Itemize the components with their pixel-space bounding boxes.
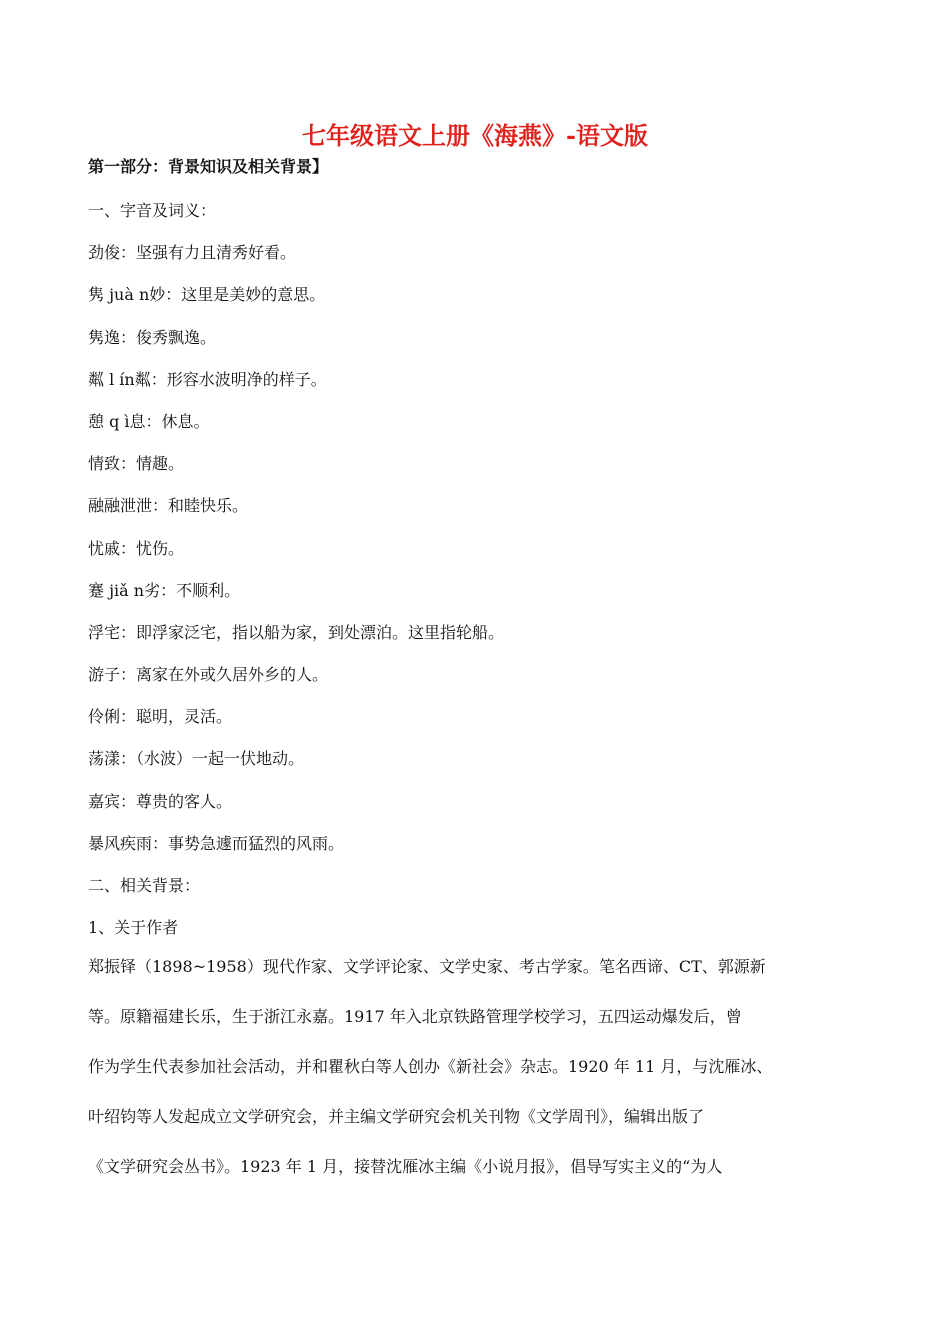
text-line: 二、相关背景：	[88, 876, 201, 895]
text-line: 1、关于作者	[88, 918, 179, 938]
text-line: 浮宅：即浮家泛宅，指以船为家，到处漂泊。这里指轮船。	[88, 622, 505, 642]
text-line: 隽 juà n妙：这里是美妙的意思。	[88, 285, 326, 305]
section-heading: 第一部分：背景知识及相关背景】	[88, 157, 329, 176]
text-line: 粼 l ín粼：形容水波明净的样子。	[88, 369, 327, 389]
paragraph-line: 等。原籍福建长乐，生于浙江永嘉。1917 年入北京铁路管理学校学习，五四运动爆发后，曾	[88, 1007, 742, 1026]
author-paragraph	[88, 952, 878, 1202]
paragraph-line: 郑振铎（1898~1958）现代作家、文学评论家、文学史家、考古学家。笔名西谛、CT、郭源新	[88, 957, 766, 976]
paragraph-line: 作为学生代表参加社会活动，并和瞿秋白等人创办《新社会》杂志。1920 年 11 月，与沈雁冰、	[88, 1057, 773, 1076]
text-line: 游子：离家在外或久居外乡的人。	[88, 665, 329, 685]
text-line: 蹇 jiǎ n劣：不顺利。	[88, 580, 241, 600]
text-line: 忧戚：忧伤。	[88, 538, 185, 558]
text-line: 荡漾：（水波）一起一伏地动。	[88, 749, 305, 769]
text-line: 劲俊：坚强有力且清秀好看。	[88, 243, 297, 263]
text-line: 憩 q ì息：休息。	[88, 411, 210, 431]
document-title: 七年级语文上册《海燕》-语文版	[302, 121, 648, 150]
text-line: 融融泄泄：和睦快乐。	[88, 496, 249, 516]
text-line: 隽逸：俊秀飘逸。	[88, 327, 217, 347]
vocabulary-list	[88, 196, 878, 955]
paragraph-line: 《文学研究会丛书》。1923 年 1 月，接替沈雁冰主编《小说月报》，倡导写实主义的“为人	[88, 1157, 723, 1176]
text-line: 伶俐：聪明，灵活。	[88, 707, 233, 727]
paragraph-line: 叶绍钧等人发起成立文学研究会，并主编文学研究会机关刊物《文学周刊》，编辑出版了	[88, 1107, 705, 1126]
text-line: 暴风疾雨：事势急遽而猛烈的风雨。	[88, 833, 345, 853]
text-line: 嘉宾：尊贵的客人。	[88, 791, 233, 811]
text-line: 情致：情趣。	[88, 454, 185, 474]
text-line: 一、字音及词义：	[88, 201, 217, 220]
